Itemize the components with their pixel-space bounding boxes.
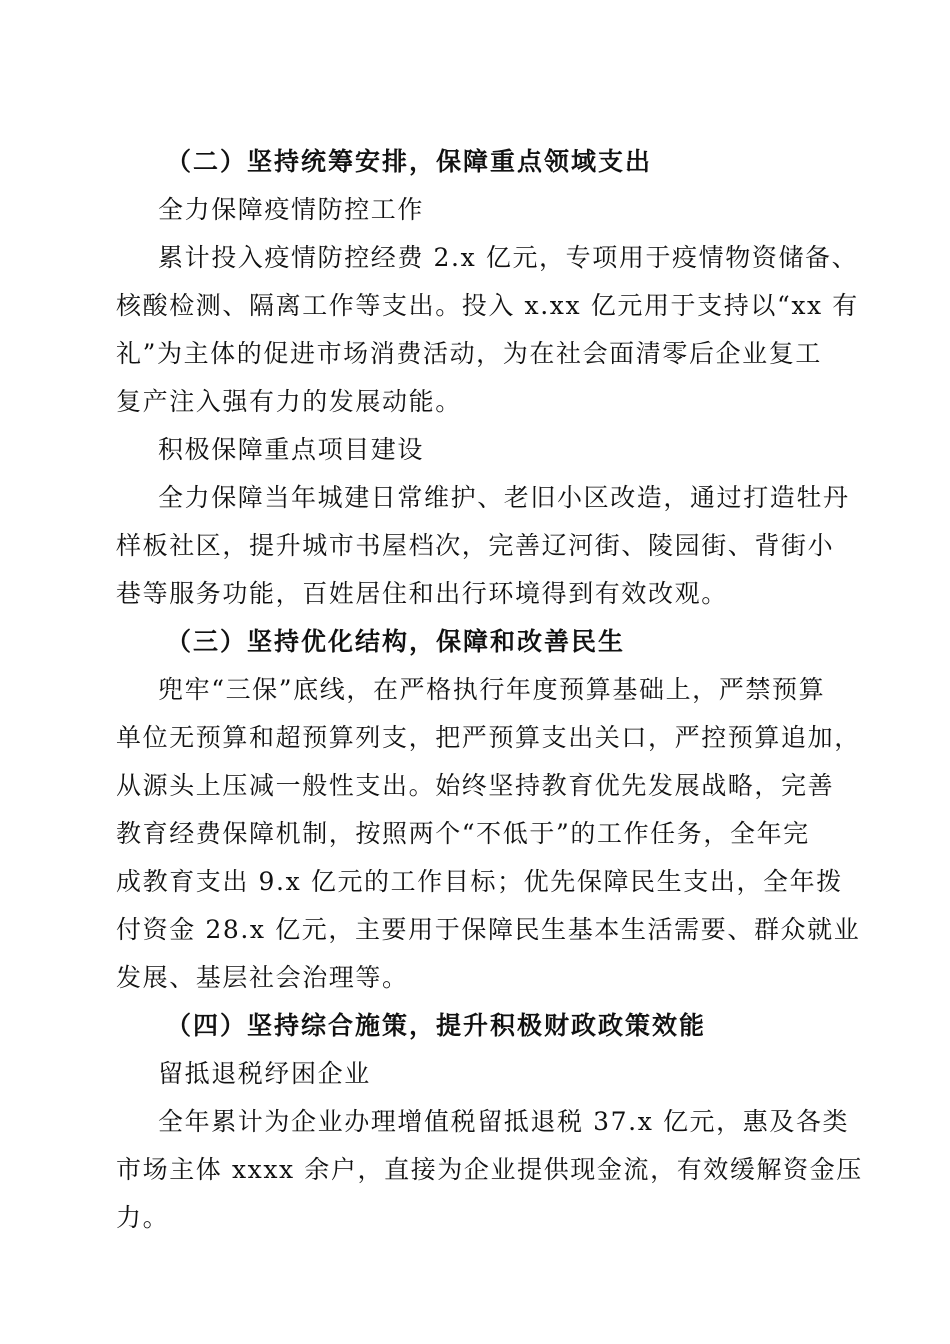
paragraph-line: 单位无预算和超预算列支，把严预算支出关口，严控预算追加， — [116, 723, 861, 752]
subheading-projects: 积极保障重点项目建设 — [158, 435, 425, 464]
paragraph-line: 全年累计为企业办理增值税留抵退税 37.x 亿元，惠及各类 — [158, 1107, 850, 1136]
paragraph-line: 累计投入疫情防控经费 2.x 亿元，专项用于疫情物资储备、 — [158, 243, 859, 272]
paragraph-line: 成教育支出 9.x 亿元的工作目标；优先保障民生支出，全年拨 — [116, 867, 843, 896]
section-heading-2: （二）坚持统筹安排，保障重点领域支出 — [166, 147, 653, 176]
paragraph-line: 力。 — [116, 1203, 170, 1232]
section-heading-4: （四）坚持综合施策，提升积极财政政策效能 — [166, 1011, 707, 1040]
section-heading-3: （三）坚持优化结构，保障和改善民生 — [166, 627, 626, 656]
subheading-epidemic: 全力保障疫情防控工作 — [158, 195, 425, 224]
paragraph-line: 核酸检测、隔离工作等支出。投入 x.xx 亿元用于支持以“xx 有 — [116, 291, 859, 320]
paragraph-line: 付资金 28.x 亿元，主要用于保障民生基本生活需要、群众就业 — [116, 915, 861, 944]
subheading-tax-refund: 留抵退税纾困企业 — [158, 1059, 371, 1088]
paragraph-line: 市场主体 xxxx 余户，直接为企业提供现金流，有效缓解资金压 — [116, 1155, 863, 1184]
paragraph-line: 兜牢“三保”底线，在严格执行年度预算基础上，严禁预算 — [158, 675, 826, 704]
paragraph-line: 教育经费保障机制，按照两个“不低于”的工作任务，全年完 — [116, 819, 810, 848]
document-body — [116, 138, 863, 1242]
paragraph-line: 巷等服务功能，百姓居住和出行环境得到有效改观。 — [116, 579, 728, 608]
paragraph-line: 复产注入强有力的发展动能。 — [116, 387, 462, 416]
paragraph-line: 样板社区，提升城市书屋档次，完善辽河街、陵园街、背街小 — [116, 531, 835, 560]
paragraph-line: 全力保障当年城建日常维护、老旧小区改造，通过打造牡丹 — [158, 483, 850, 512]
paragraph-line: 发展、基层社会治理等。 — [116, 963, 409, 992]
paragraph-line: 从源头上压减一般性支出。始终坚持教育优先发展战略，完善 — [116, 771, 835, 800]
paragraph-line: 礼”为主体的促进市场消费活动，为在社会面清零后企业复工 — [116, 339, 822, 368]
